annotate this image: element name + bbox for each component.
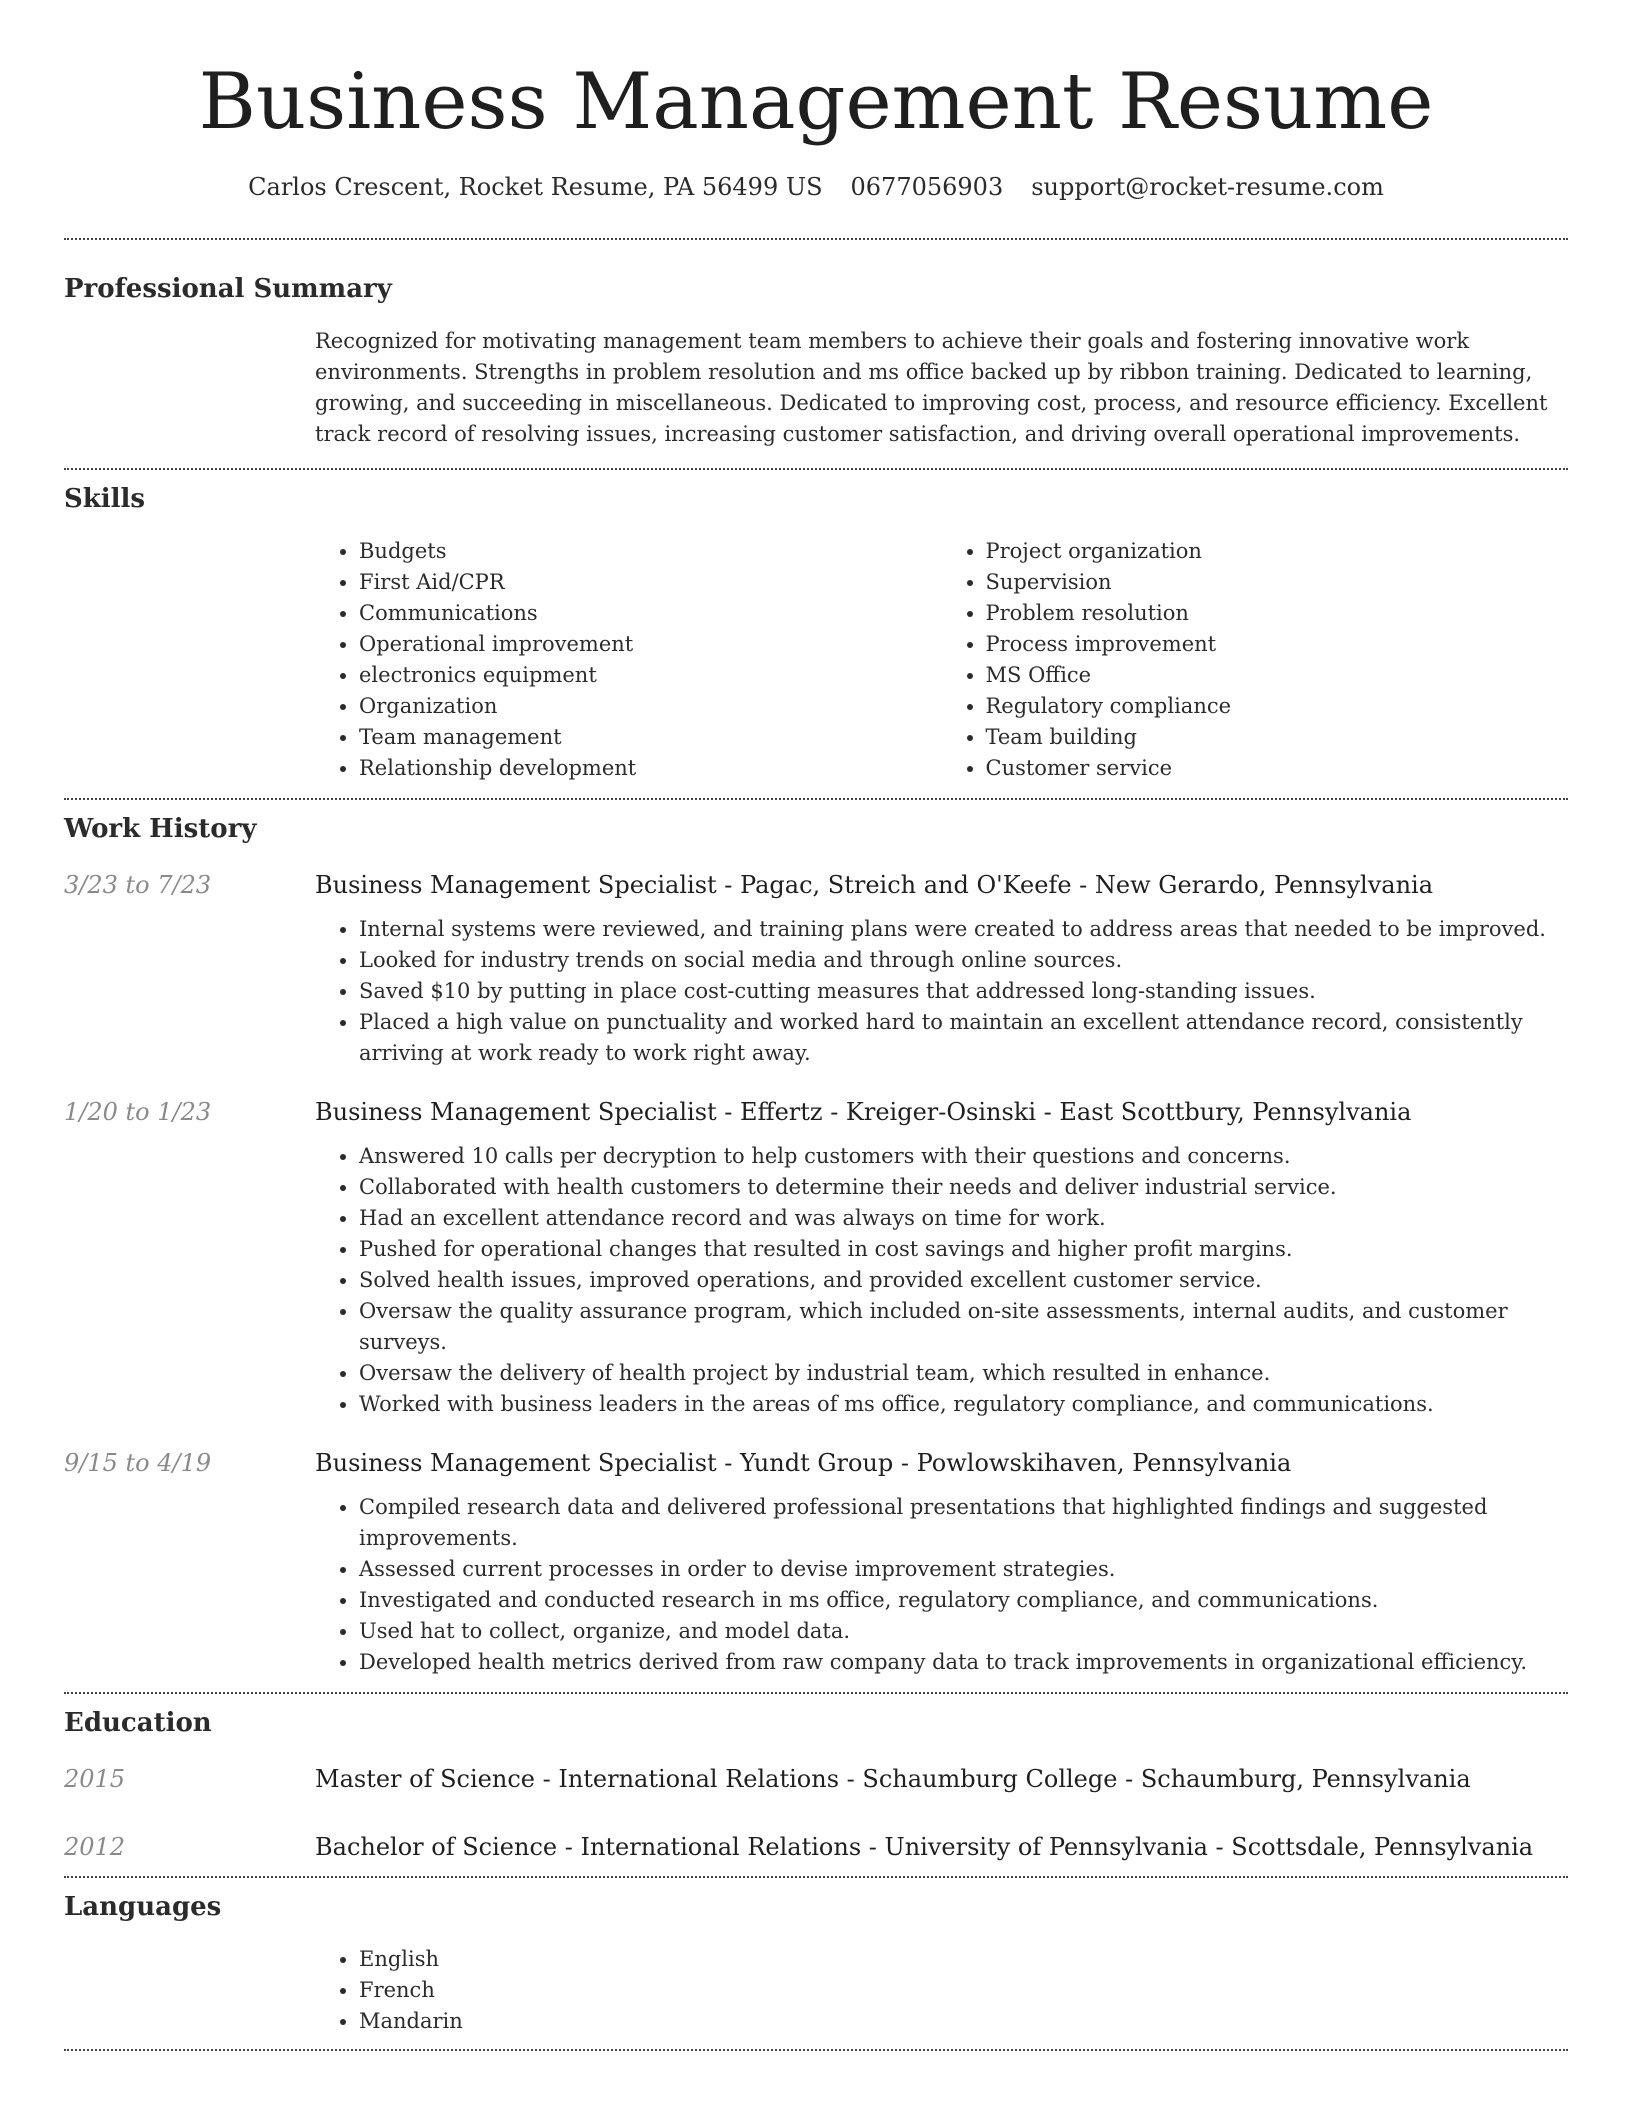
skills-heading: Skills — [64, 484, 146, 514]
education-heading: Education — [64, 1708, 212, 1738]
skills-right-column — [942, 536, 1569, 784]
languages-section — [64, 1878, 1568, 2049]
list-item: • Compiled research data and delivered professional presentations that highlighted findings and suggested improvements. — [359, 1492, 1568, 1554]
education-year: 2015 — [64, 1765, 126, 1793]
list-item: • Worked with business leaders in the areas of ms office, regulatory compliance, and communications. — [359, 1389, 1568, 1420]
list-item: • Team management — [359, 722, 942, 753]
summary-text: Recognized for motivating management team members to achieve their goals and fostering innovative work environments. Strengths in problem resolution and ms office backed up by ribbon training. Dedicated to learning, growing, and succeeding in miscellaneous. Dedicated to improving cost, process, and resource efficiency. Excellent track record of resolving issues, increasing customer satisfaction, and driving overall operational improvements. — [315, 329, 1548, 446]
education-degree: Master of Science - International Relations - Schaumburg College - Schaumburg, Pennsylvania — [315, 1765, 1471, 1793]
list-item: • Investigated and conducted research in ms office, regulatory compliance, and communications. — [359, 1585, 1568, 1616]
job-title: Business Management Specialist - Effertz - Kreiger-Osinski - East Scottbury, Pennsylvania — [315, 1098, 1412, 1126]
resume-header — [64, 0, 1568, 204]
skills-list — [315, 536, 1568, 784]
list-item: • First Aid/CPR — [359, 567, 942, 598]
job-entry — [64, 1446, 1568, 1678]
list-item: • Saved $10 by putting in place cost-cutting measures that addressed long-standing issues. — [359, 976, 1568, 1007]
list-item: • French — [359, 1975, 1568, 2006]
list-item: • Solved health issues, improved operations, and provided excellent customer service. — [359, 1265, 1568, 1296]
page-title: Business Management Resume — [198, 57, 1434, 147]
list-item: • Pushed for operational changes that resulted in cost savings and higher profit margins. — [359, 1234, 1568, 1265]
languages-list — [315, 1944, 1568, 2037]
list-item: • Answered 10 calls per decryption to help customers with their questions and concerns. — [359, 1141, 1568, 1172]
job-bullets — [315, 1492, 1568, 1678]
list-item: • Organization — [359, 691, 942, 722]
list-item: • Mandarin — [359, 2006, 1568, 2037]
list-item: • Team building — [986, 722, 1569, 753]
education-entry — [64, 1762, 1568, 1796]
job-header — [64, 868, 1568, 902]
list-item: • Internal systems were reviewed, and training plans were created to address areas that needed to be improved. — [359, 914, 1568, 945]
skills-section — [64, 470, 1568, 798]
education-year: 2012 — [64, 1833, 126, 1861]
list-item: • English — [359, 1944, 1568, 1975]
list-item: • Budgets — [359, 536, 942, 567]
job-dates: 3/23 to 7/23 — [64, 871, 212, 899]
summary-heading: Professional Summary — [64, 274, 392, 304]
list-item: • Had an excellent attendance record and was always on time for work. — [359, 1203, 1568, 1234]
list-item: • Assessed current processes in order to devise improvement strategies. — [359, 1554, 1568, 1585]
list-item: • Customer service — [986, 753, 1569, 784]
list-item: • Used hat to collect, organize, and model data. — [359, 1616, 1568, 1647]
work-heading: Work History — [64, 814, 257, 844]
work-section — [64, 800, 1568, 1692]
contact-line — [64, 170, 1568, 204]
contact-phone: 0677056903 — [850, 173, 1004, 201]
list-item: • Oversaw the quality assurance program, which included on-site assessments, internal audits, and customer surveys. — [359, 1296, 1568, 1358]
job-entry — [64, 868, 1568, 1069]
list-item: • Oversaw the delivery of health project by industrial team, which resulted in enhance. — [359, 1358, 1568, 1389]
list-item: • Communications — [359, 598, 942, 629]
contact-email: support@rocket-resume.com — [1031, 173, 1384, 201]
languages-heading: Languages — [64, 1892, 222, 1922]
contact-address: Carlos Crescent, Rocket Resume, PA 56499 US — [248, 173, 823, 201]
list-item: • Relationship development — [359, 753, 942, 784]
list-item: • Collaborated with health customers to determine their needs and deliver industrial service. — [359, 1172, 1568, 1203]
list-item: • Looked for industry trends on social media and through online sources. — [359, 945, 1568, 976]
education-section — [64, 1694, 1568, 1876]
list-item: • Placed a high value on punctuality and worked hard to maintain an excellent attendance record, consistently arriving at work ready to work right away. — [359, 1007, 1568, 1069]
list-item: • MS Office — [986, 660, 1569, 691]
skills-left-column — [315, 536, 942, 784]
job-title: Business Management Specialist - Pagac, Streich and O'Keefe - New Gerardo, Pennsylvania — [315, 871, 1434, 899]
education-entry — [64, 1830, 1568, 1864]
list-item: • Regulatory compliance — [986, 691, 1569, 722]
job-dates: 9/15 to 4/19 — [64, 1449, 212, 1477]
list-item: • Operational improvement — [359, 629, 942, 660]
education-degree: Bachelor of Science - International Relations - University of Pennsylvania - Scottsdale, Pennsylvania — [315, 1833, 1534, 1861]
list-item: • Supervision — [986, 567, 1569, 598]
job-header — [64, 1095, 1568, 1129]
summary-section — [64, 240, 1568, 468]
list-item: • Process improvement — [986, 629, 1569, 660]
job-dates: 1/20 to 1/23 — [64, 1098, 212, 1126]
job-bullets — [315, 1141, 1568, 1420]
job-bullets — [315, 914, 1568, 1069]
job-entry — [64, 1095, 1568, 1420]
list-item: • Project organization — [986, 536, 1569, 567]
job-header — [64, 1446, 1568, 1480]
job-title: Business Management Specialist - Yundt Group - Powlowskihaven, Pennsylvania — [315, 1449, 1292, 1477]
list-item: • Problem resolution — [986, 598, 1569, 629]
divider — [64, 2049, 1568, 2051]
list-item: • electronics equipment — [359, 660, 942, 691]
list-item: • Developed health metrics derived from raw company data to track improvements in organizational efficiency. — [359, 1647, 1568, 1678]
